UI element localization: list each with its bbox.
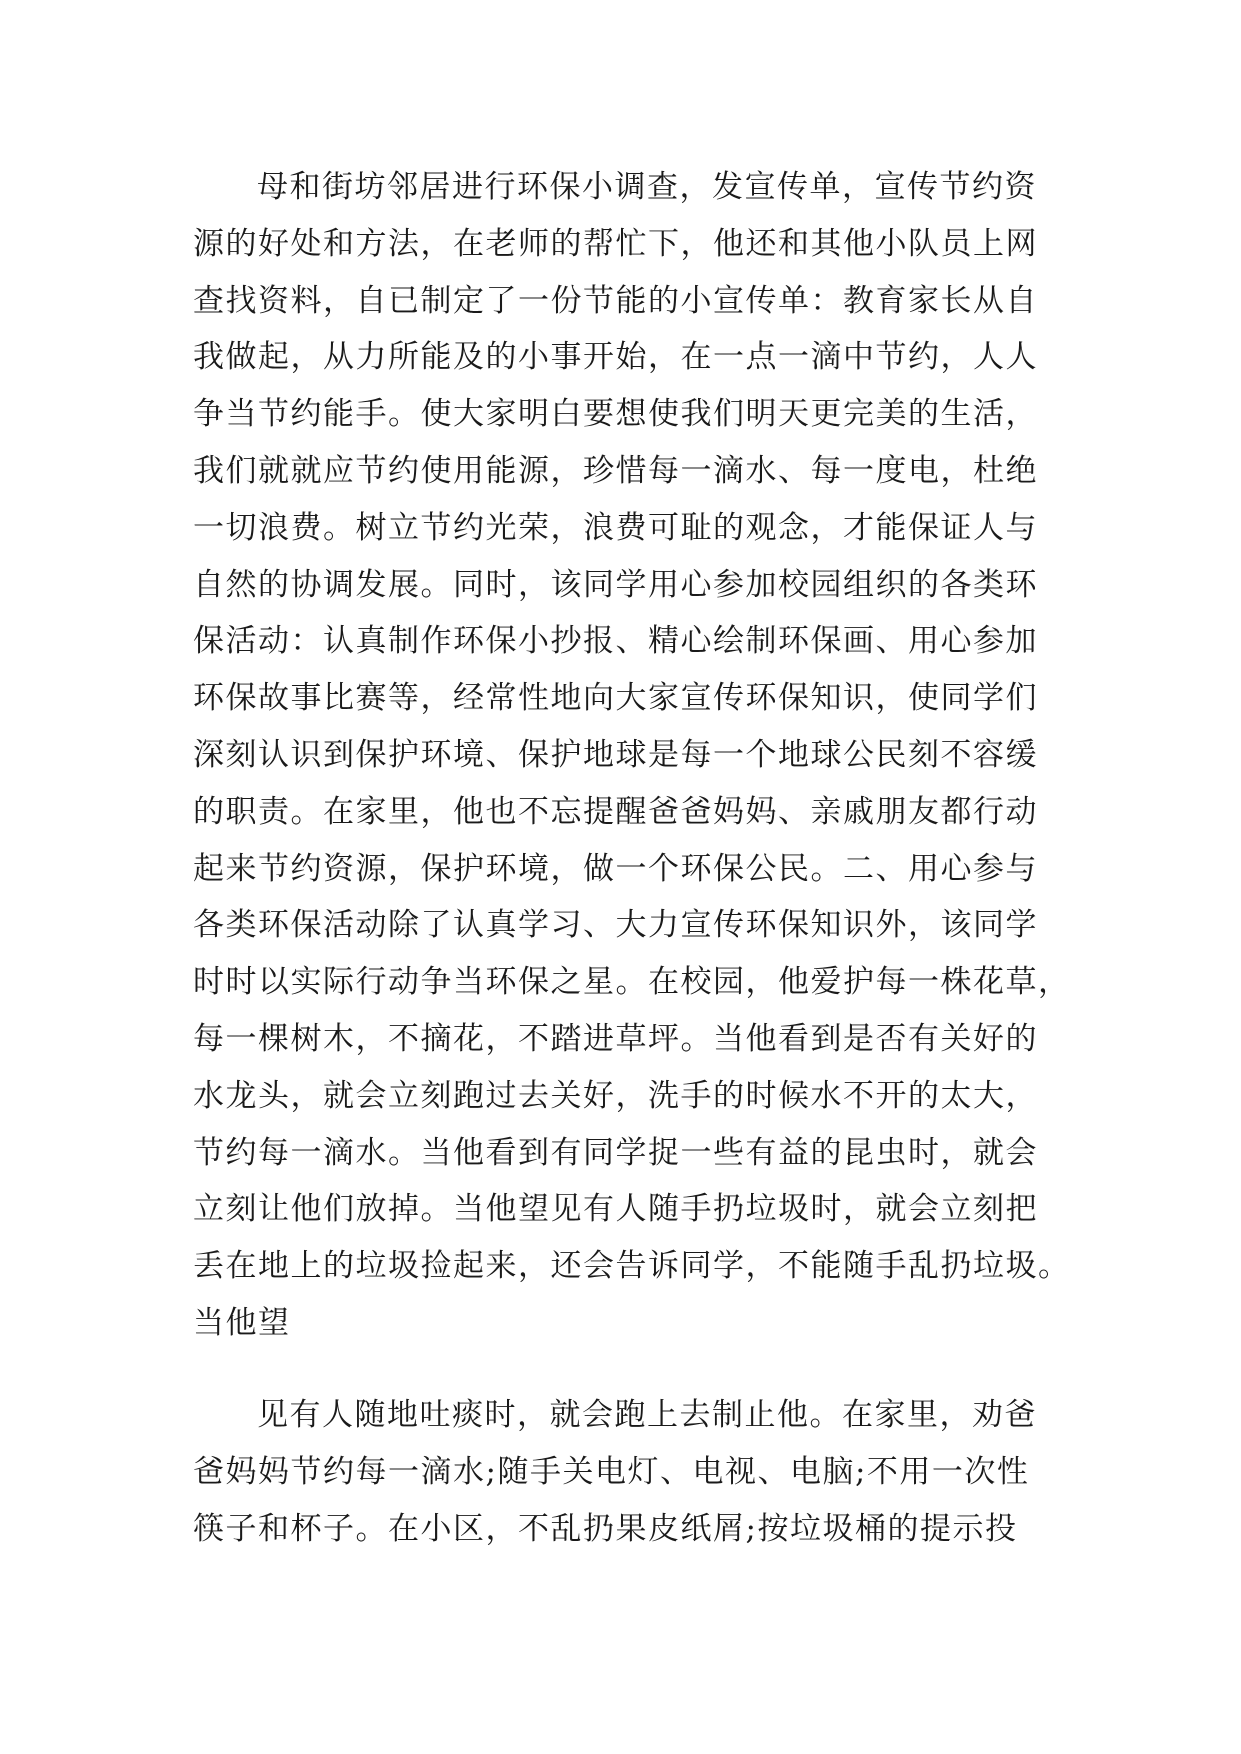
text-line: 争当节约能手。使大家明白要想使我们明天更完美的生活， (193, 396, 1038, 433)
text-line: 一切浪费。树立节约光荣，浪费可耻的观念，才能保证人与 (193, 509, 1038, 546)
text-line: 我们就就应节约使用能源，珍惜每一滴水、每一度电，杜绝 (193, 452, 1038, 489)
text-line: 水龙头，就会立刻跑过去关好，洗手的时候水不开的太大， (193, 1077, 1038, 1114)
paragraph-2 (193, 1387, 1055, 1557)
text-line: 自然的协调发展。同时，该同学用心参加校园组织的各类环 (193, 566, 1038, 603)
text-line: 每一棵树木，不摘花，不踏进草坪。当他看到是否有关好的 (193, 1020, 1038, 1057)
text-line: 节约每一滴水。当他看到有同学捉一些有益的昆虫时，就会 (193, 1134, 1038, 1171)
text-line: 时时以实际行动争当环保之星。在校园，他爱护每一株花草， (193, 964, 1071, 1001)
text-line: 爸妈妈节约每一滴水;随手关电灯、电视、电脑;不用一次性 (193, 1453, 1030, 1490)
text-line: 立刻让他们放掉。当他望见有人随手扔垃圾时，就会立刻把 (193, 1191, 1038, 1228)
text-line: 见有人随地吐痰时，就会跑上去制止他。在家里，劝爸 (257, 1397, 1037, 1433)
text-line: 当他望 (193, 1304, 291, 1341)
text-line: 源的好处和方法，在老师的帮忙下，他还和其他小队员上网 (193, 225, 1038, 262)
paragraph-1 (193, 159, 1071, 1352)
text-line: 筷子和杯子。在小区，不乱扔果皮纸屑;按垃圾桶的提示投 (193, 1510, 1018, 1547)
text-line: 查找资料，自已制定了一份节能的小宣传单：教育家长从自 (193, 282, 1038, 319)
text-line: 保活动：认真制作环保小抄报、精心绘制环保画、用心参加 (193, 623, 1038, 660)
text-line: 的职责。在家里，他也不忘提醒爸爸妈妈、亲戚朋友都行动 (193, 793, 1038, 830)
text-line: 我做起，从力所能及的小事开始，在一点一滴中节约，人人 (193, 339, 1038, 376)
text-line: 母和街坊邻居进行环保小调查，发宣传单，宣传节约资 (257, 169, 1037, 205)
text-line: 深刻认识到保护环境、保护地球是每一个地球公民刻不容缓 (193, 736, 1038, 773)
text-line: 丢在地上的垃圾捡起来，还会告诉同学，不能随手乱扔垃圾。 (193, 1248, 1071, 1285)
text-line: 各类环保活动除了认真学习、大力宣传环保知识外，该同学 (193, 907, 1038, 944)
text-line: 环保故事比赛等，经常性地向大家宣传环保知识，使同学们 (193, 680, 1038, 717)
text-line: 起来节约资源，保护环境，做一个环保公民。二、用心参与 (193, 850, 1038, 887)
